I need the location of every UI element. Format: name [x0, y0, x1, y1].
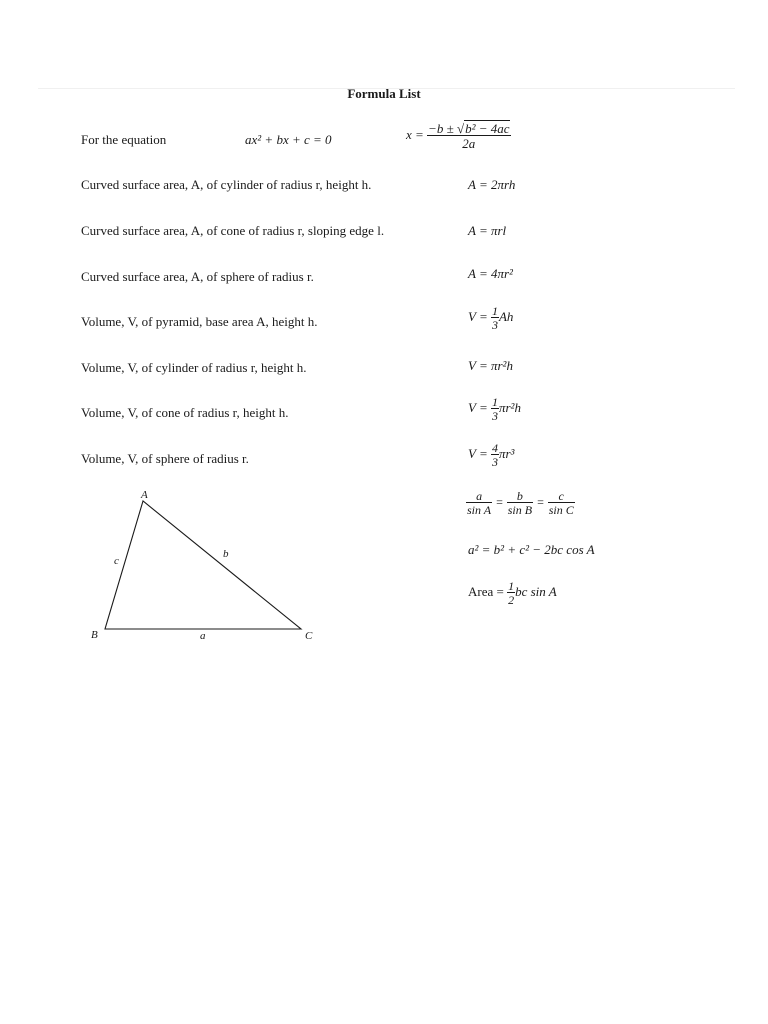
- cosine-rule: a² = b² + c² − 2bc cos A: [468, 542, 595, 557]
- quadratic-num-radicand: b² − 4ac: [465, 121, 510, 136]
- formula-label-cylinder-volume: Volume, V, of cylinder of radius r, height h.: [81, 360, 307, 375]
- sine-rule-num-a: a: [476, 489, 483, 503]
- formula-label-sphere-volume: Volume, V, of sphere of radius r.: [81, 451, 249, 466]
- quadratic-num-prefix: −b ± √: [428, 121, 465, 136]
- quadratic-solution-lhs: x =: [406, 126, 424, 142]
- formula-cylinder-csa: A = 2πrh: [468, 177, 516, 192]
- side-b-label: b: [223, 548, 229, 560]
- sphere-rest: πr³: [498, 445, 515, 461]
- formula-label-sphere-csa: Curved surface area, A, of sphere of radius r.: [81, 269, 314, 284]
- formula-cone-csa: A = πrl: [468, 223, 507, 238]
- sine-rule-den-b: sin B: [507, 503, 533, 517]
- quadratic-equation: ax² + bx + c = 0: [245, 132, 332, 147]
- quadratic-solution-denominator: 2a: [427, 135, 511, 150]
- sine-rule-equals-1: =: [495, 494, 504, 509]
- side-c-label: c: [114, 555, 119, 567]
- sphere-den: 3: [491, 455, 498, 469]
- pyramid-den: 3: [491, 318, 498, 332]
- page-title: Formula List: [347, 86, 421, 101]
- vertex-a-label: A: [141, 489, 148, 501]
- formula-label-cone-volume: Volume, V, of cone of radius r, height h.: [81, 405, 289, 420]
- sine-rule-den-c: sin C: [548, 503, 574, 517]
- pyramid-num: 1: [491, 304, 498, 318]
- sine-rule-equals-2: =: [536, 494, 545, 509]
- area-rule-num: 1: [508, 579, 515, 593]
- quadratic-label: For the equation: [81, 132, 167, 147]
- pyramid-rest: Ah: [498, 308, 514, 324]
- formula-label-cylinder-csa: Curved surface area, A, of cylinder of radius r, height h.: [81, 177, 372, 192]
- cone-lhs: V =: [468, 399, 488, 415]
- vertex-b-label: B: [91, 629, 98, 641]
- sphere-num: 4: [491, 441, 498, 455]
- side-a-label: a: [200, 630, 206, 642]
- area-rule-lhs: Area =: [468, 583, 504, 599]
- cone-den: 3: [491, 409, 498, 423]
- vertex-c-label: C: [305, 630, 313, 642]
- sine-rule-den-a: sin A: [467, 503, 492, 517]
- area-rule-den: 2: [508, 593, 515, 607]
- pyramid-lhs: V =: [468, 308, 488, 324]
- triangle-shape: [105, 501, 301, 629]
- formula-sphere-csa: A = 4πr²: [468, 266, 513, 281]
- cone-num: 1: [491, 395, 498, 409]
- sine-rule-num-b: b: [516, 489, 523, 503]
- cone-rest: πr²h: [498, 399, 521, 415]
- area-rule-rest: bc sin A: [515, 583, 557, 599]
- formula-cylinder-volume: V = πr²h: [468, 358, 513, 373]
- sine-rule-num-c: c: [558, 489, 564, 503]
- formula-label-pyramid-volume: Volume, V, of pyramid, base area A, height h.: [81, 314, 318, 329]
- sphere-lhs: V =: [468, 445, 488, 461]
- formula-label-cone-csa: Curved surface area, A, of cone of radius r, sloping edge l.: [81, 223, 385, 238]
